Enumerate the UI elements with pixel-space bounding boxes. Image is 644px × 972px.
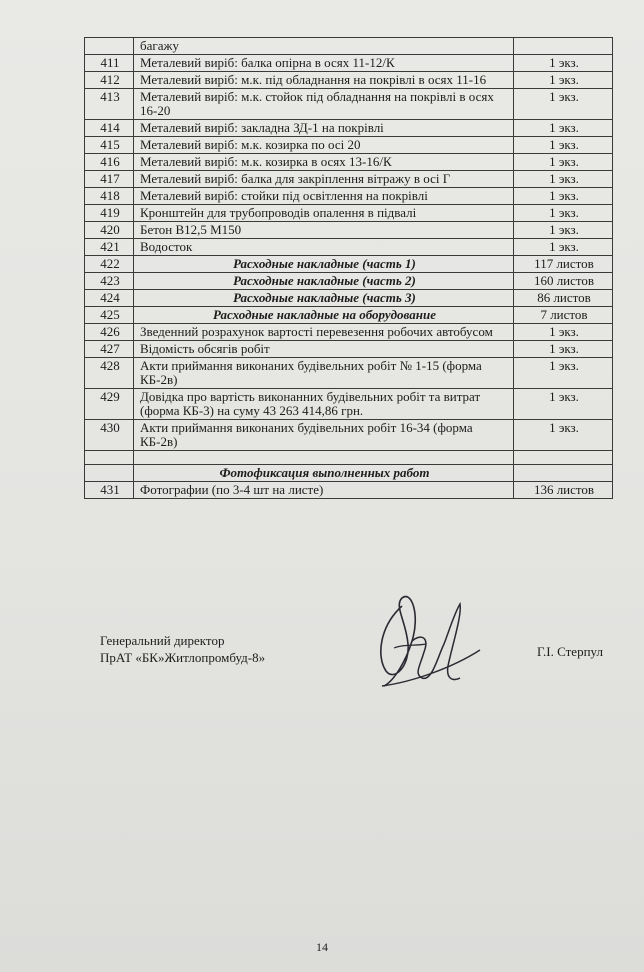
table-row xyxy=(85,465,613,482)
row-description: Металевий виріб: балка опірна в осях 11-12/К xyxy=(134,55,514,72)
table-row xyxy=(85,358,613,389)
table-row xyxy=(85,324,613,341)
table-row xyxy=(85,256,613,273)
table-row xyxy=(85,389,613,420)
table-row xyxy=(85,239,613,256)
row-number: 418 xyxy=(85,188,134,205)
row-description: Металевий виріб: м.к. під обладнання на покрівлі в осях 11-16 xyxy=(134,72,514,89)
row-quantity: 1 экз. xyxy=(514,389,613,420)
row-number: 428 xyxy=(85,358,134,389)
row-quantity: 1 экз. xyxy=(514,222,613,239)
row-quantity: 1 экз. xyxy=(514,341,613,358)
row-quantity: 1 экз. xyxy=(514,154,613,171)
row-description: Расходные накладные (часть 3) xyxy=(134,290,514,307)
row-number: 424 xyxy=(85,290,134,307)
row-quantity: 86 листов xyxy=(514,290,613,307)
row-quantity: 7 листов xyxy=(514,307,613,324)
table-row xyxy=(85,307,613,324)
row-quantity: 1 экз. xyxy=(514,89,613,120)
row-number: 420 xyxy=(85,222,134,239)
table-row xyxy=(85,38,613,55)
signatory-company: ПрАТ «БК»Житлопромбуд-8» xyxy=(100,650,266,665)
table-row xyxy=(85,482,613,499)
row-number: 430 xyxy=(85,420,134,451)
table-row xyxy=(85,205,613,222)
row-description: Фотофиксация выполненных работ xyxy=(134,465,514,482)
row-number: 416 xyxy=(85,154,134,171)
table-row xyxy=(85,72,613,89)
row-number: 426 xyxy=(85,324,134,341)
row-quantity: 136 листов xyxy=(514,482,613,499)
document-table xyxy=(84,37,613,499)
row-quantity: 1 экз. xyxy=(514,72,613,89)
row-number: 427 xyxy=(85,341,134,358)
row-quantity: 1 экз. xyxy=(514,137,613,154)
row-quantity xyxy=(514,38,613,55)
row-number: 423 xyxy=(85,273,134,290)
row-number: 421 xyxy=(85,239,134,256)
row-quantity: 1 экз. xyxy=(514,55,613,72)
row-description xyxy=(134,451,514,465)
table-row xyxy=(85,171,613,188)
table-row xyxy=(85,420,613,451)
row-number xyxy=(85,38,134,55)
row-quantity: 160 листов xyxy=(514,273,613,290)
table-row xyxy=(85,290,613,307)
row-number: 425 xyxy=(85,307,134,324)
row-number: 415 xyxy=(85,137,134,154)
row-quantity: 1 экз. xyxy=(514,205,613,222)
table-row xyxy=(85,222,613,239)
handwritten-signature xyxy=(372,586,482,696)
table-row xyxy=(85,188,613,205)
table-row xyxy=(85,273,613,290)
row-number: 422 xyxy=(85,256,134,273)
row-quantity: 1 экз. xyxy=(514,171,613,188)
row-description: Металевий виріб: м.к. стойок під обладнання на покрівлі в осях 16-20 xyxy=(134,89,514,120)
table-row xyxy=(85,154,613,171)
table-row xyxy=(85,341,613,358)
row-quantity xyxy=(514,451,613,465)
row-number: 417 xyxy=(85,171,134,188)
row-description: Водосток xyxy=(134,239,514,256)
row-quantity: 1 экз. xyxy=(514,120,613,137)
row-description: Расходные накладные на оборудование xyxy=(134,307,514,324)
row-description: Довідка про вартість виконанних будівельних робіт та витрат (форма КБ-3) на суму 43 263 414,86 грн. xyxy=(134,389,514,420)
row-number: 412 xyxy=(85,72,134,89)
table-row xyxy=(85,120,613,137)
row-description: Бетон В12,5 М150 xyxy=(134,222,514,239)
row-description: Расходные накладные (часть 1) xyxy=(134,256,514,273)
row-description: Металевий виріб: балка для закріплення вітражу в осі Г xyxy=(134,171,514,188)
signatory-title xyxy=(100,632,265,666)
row-description: Металевий виріб: стойки під освітлення на покрівлі xyxy=(134,188,514,205)
row-quantity xyxy=(514,465,613,482)
row-number: 411 xyxy=(85,55,134,72)
row-description: Металевий виріб: м.к. козирка по осі 20 xyxy=(134,137,514,154)
table-row xyxy=(85,89,613,120)
row-number: 431 xyxy=(85,482,134,499)
row-number: 414 xyxy=(85,120,134,137)
row-number xyxy=(85,465,134,482)
row-description: Металевий виріб: м.к. козирка в осях 13-16/К xyxy=(134,154,514,171)
row-number: 429 xyxy=(85,389,134,420)
row-quantity: 1 экз. xyxy=(514,358,613,389)
row-description: Відомість обсягів робіт xyxy=(134,341,514,358)
row-description: багажу xyxy=(134,38,514,55)
row-description: Зведенний розрахунок вартості перевезення робочих автобусом xyxy=(134,324,514,341)
row-number xyxy=(85,451,134,465)
table-row xyxy=(85,451,613,465)
row-number: 419 xyxy=(85,205,134,222)
row-description: Акти приймання виконаних будівельних робіт 16-34 (форма КБ-2в) xyxy=(134,420,514,451)
page-number: 14 xyxy=(316,940,328,954)
table-row xyxy=(85,137,613,154)
row-description: Акти приймання виконаних будівельних робіт № 1-15 (форма КБ-2в) xyxy=(134,358,514,389)
row-quantity: 1 экз. xyxy=(514,324,613,341)
signatory-name: Г.І. Стерпул xyxy=(537,644,603,659)
row-quantity: 1 экз. xyxy=(514,239,613,256)
row-description: Расходные накладные (часть 2) xyxy=(134,273,514,290)
row-quantity: 1 экз. xyxy=(514,188,613,205)
row-description: Металевий виріб: закладна ЗД-1 на покрівлі xyxy=(134,120,514,137)
row-number: 413 xyxy=(85,89,134,120)
row-description: Фотографии (по 3-4 шт на листе) xyxy=(134,482,514,499)
row-quantity: 1 экз. xyxy=(514,420,613,451)
table-row xyxy=(85,55,613,72)
signatory-position: Генеральний директор xyxy=(100,633,225,648)
row-quantity: 117 листов xyxy=(514,256,613,273)
row-description: Кронштейн для трубопроводів опалення в підвалі xyxy=(134,205,514,222)
